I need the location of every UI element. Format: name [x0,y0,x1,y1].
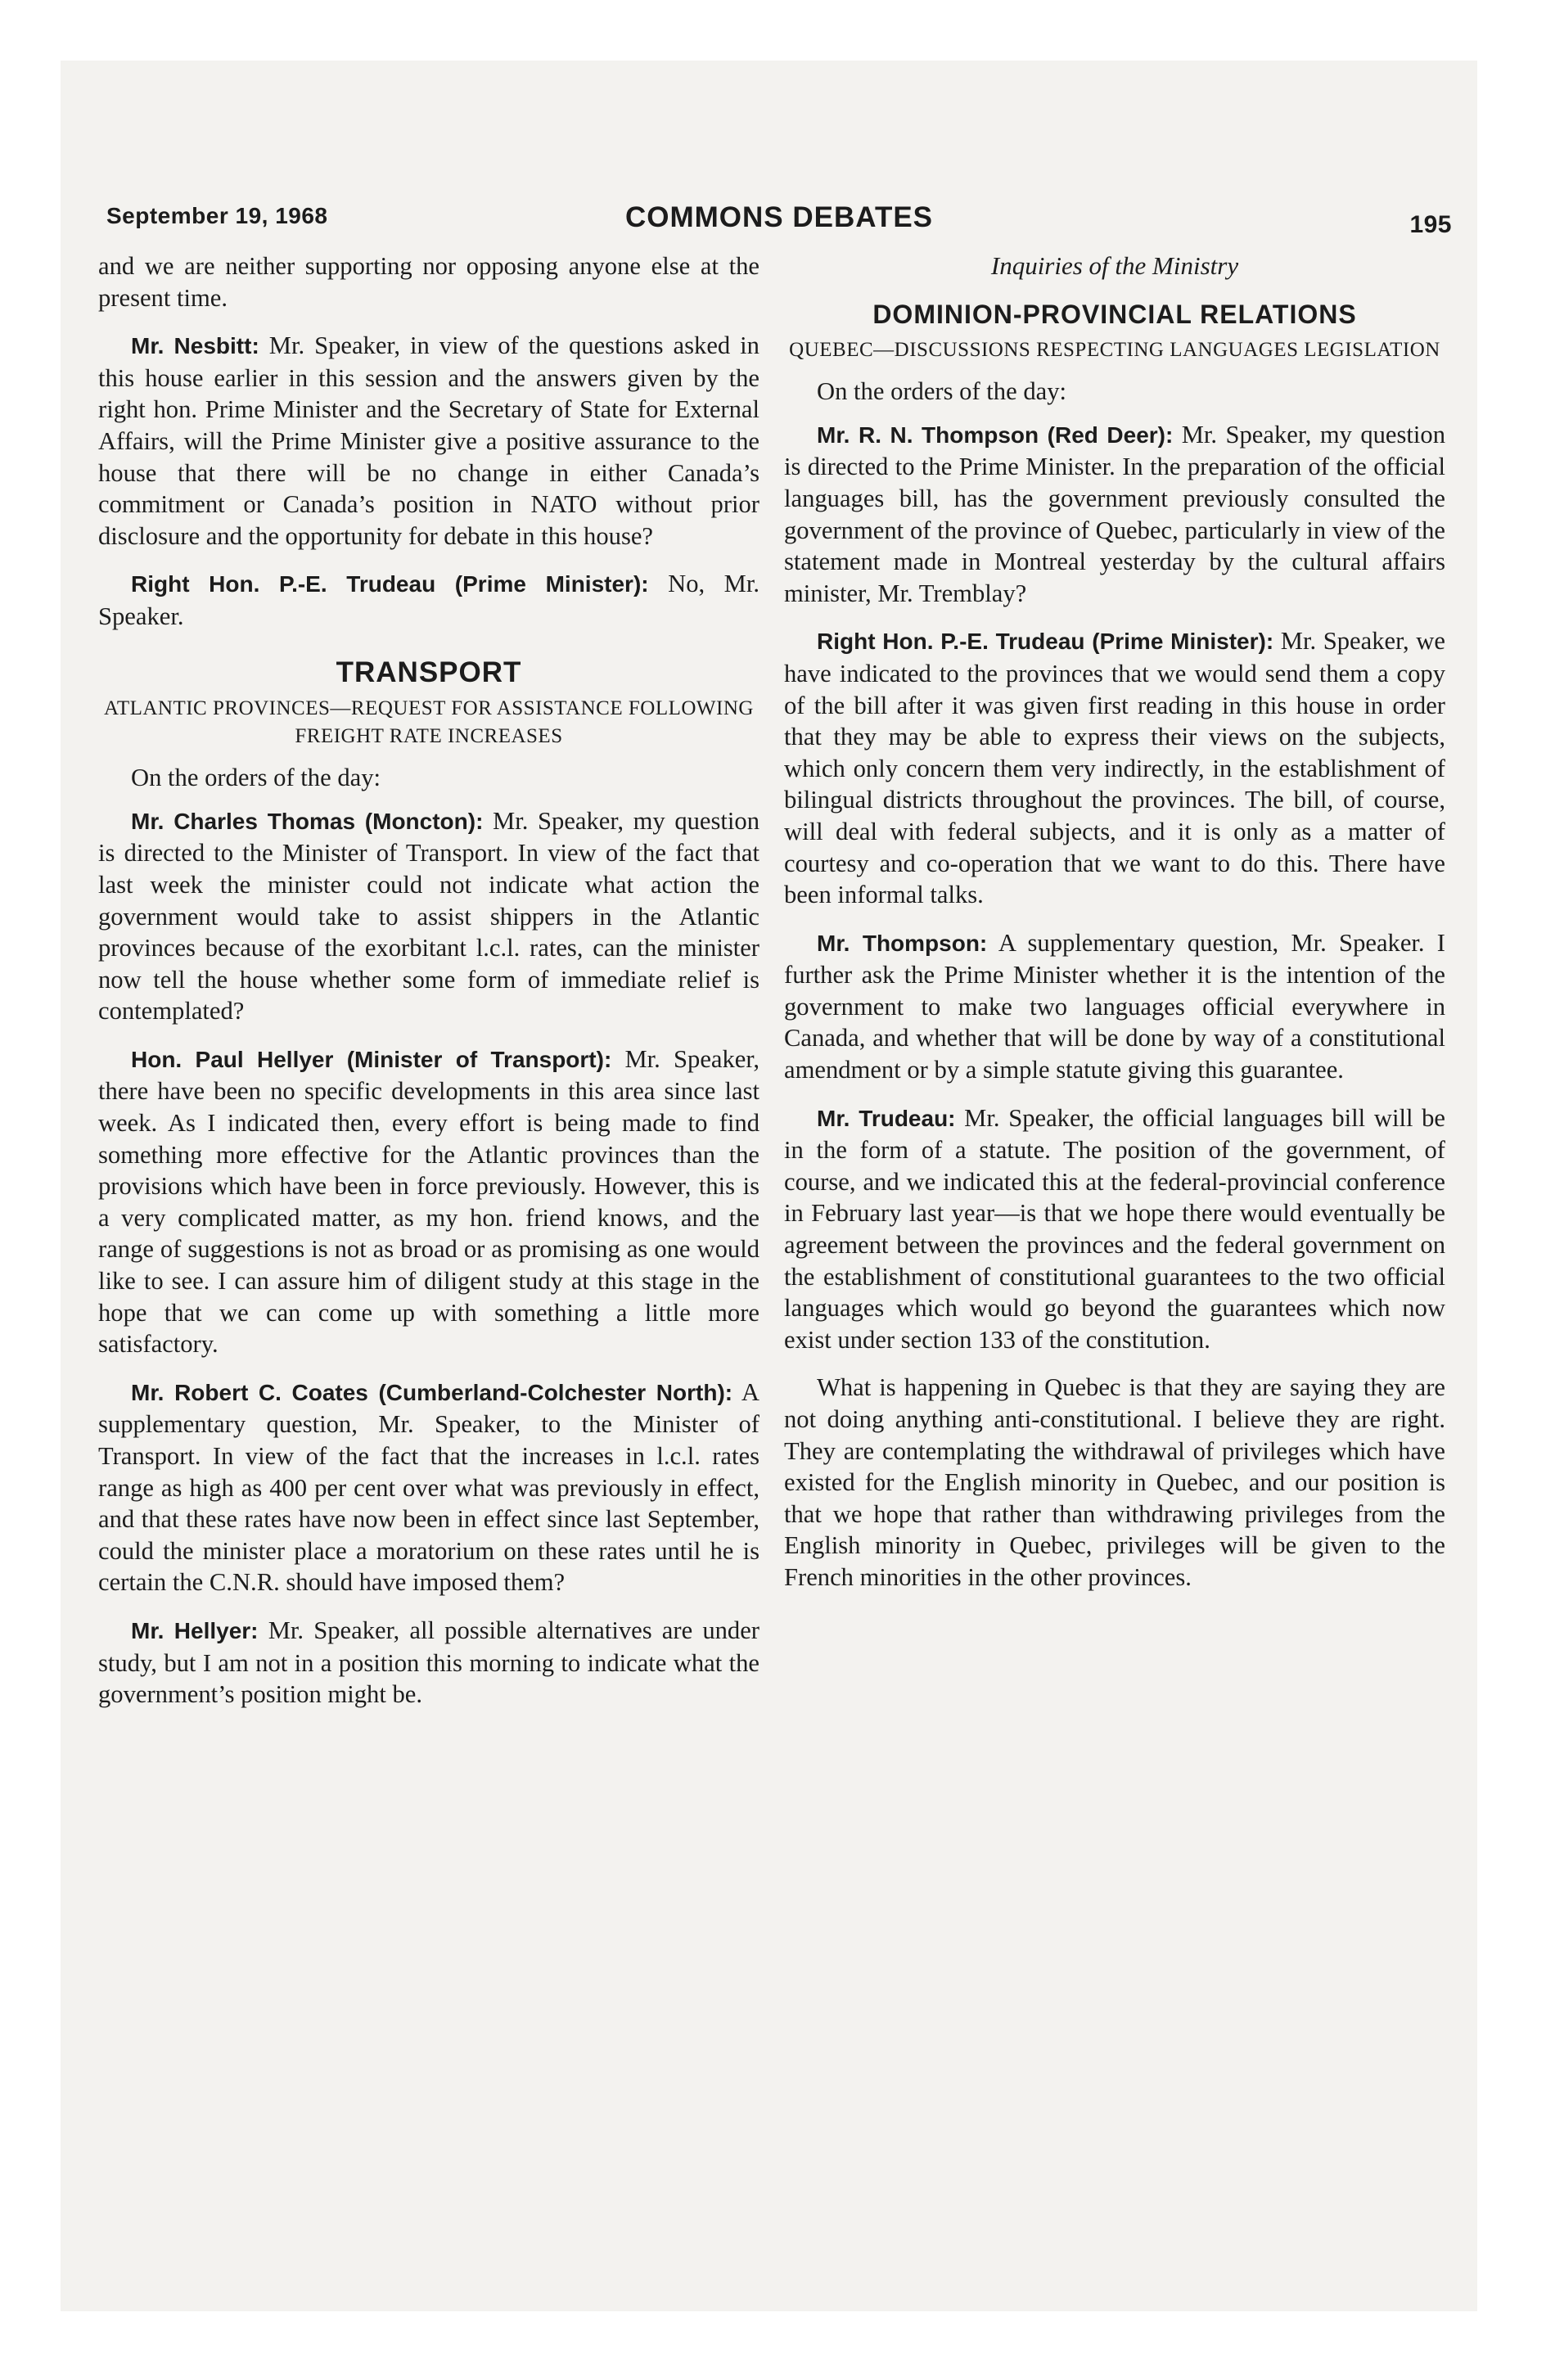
speech-text: No, Mr. Speaker. [98,570,759,630]
section-heading-dominion-provincial: DOMINION-PROVINCIAL RELATIONS [872,299,1357,329]
paragraph-thomas [98,805,759,1027]
paragraph-quebec: What is happening in Quebec is that they are saying they are not doing anything anti-constitutional. I believe they are right. They are contemplating the withdrawal of privileges which have existed for the English minority in Quebec, and our position is that we hope that rather than withdrawing privileges from the English minority in Quebec, privileges will be given to the French minorities in the other provinces. [784,1373,1445,1591]
speaker-name: Mr. R. N. Thompson (Red Deer): [817,421,1174,448]
paragraph-trudeau-answer [784,625,1445,910]
speaker-name: Mr. Trudeau: [817,1105,956,1131]
speech-text: Mr. Speaker, my question is directed to the Prime Minister. In the preparation of the official languages bill, has the government previously consulted the government of the province of Quebec, particularly in view of the statement made in Montreal yesterday by the cultural affairs minister, Mr. Tremblay? [784,420,1445,607]
speech-text: Mr. Speaker, in view of the questions asked in this house earlier in this session and the answers given by the right hon. Prime Minister and the Secretary of State for External Affairs, will the Prime Minister give a positive assurance to the house that there will be no change in either Canada’s commitment or Canada’s position in NATO without prior disclosure and the opportunity for debate in this house? [98,331,759,550]
speaker-name: Mr. Thompson: [817,930,988,956]
paragraph-thompson-supplementary [784,927,1445,1086]
running-head [106,196,1452,242]
speaker-name: Hon. Paul Hellyer (Minister of Transport): [131,1046,612,1072]
kicker-inquiries: Inquiries of the Ministry [990,251,1239,280]
page [61,61,1477,2311]
paragraph-coates [98,1377,759,1598]
speech-text: Mr. Speaker, the official languages bill will be in the form of a statute. The position of the government, of course, and we indicated this at the federal-provincial conference in February last year—is that we hope there would eventually be agreement between the provinces and the federal government on the establishment of constitutional guarantees to the two official languages which would go beyond the guarantees which now exist under section 133 of the constitution. [784,1103,1445,1354]
section-heading-transport: TRANSPORT [336,656,522,688]
paragraph-nesbitt [98,330,759,552]
subheading-atlantic-provinces: ATLANTIC PROVINCES—REQUEST FOR ASSISTANCE FOLLOWING FREIGHT RATE INCREASES [104,697,754,748]
orders-of-the-day: On the orders of the day: [131,764,381,792]
paragraph-trudeau-reply [98,568,759,632]
right-column [784,250,1445,1610]
speaker-name: Mr. Nesbitt: [131,333,259,359]
speech-text: Mr. Speaker, my question is directed to the Minister of Transport. In view of the fact that last week the minister could not indicate what action the government would take to assist shippers in the Atlantic provinces because of the exorbitant l.c.l. rates, can the minister now tell the house whether some form of immediate relief is contemplated? [98,806,760,1025]
orders-of-the-day: On the orders of the day: [817,377,1066,406]
header-date: September 19, 1968 [106,203,328,228]
subheading-quebec-languages: QUEBEC—DISCUSSIONS RESPECTING LANGUAGES LEGISLATION [789,339,1440,362]
paragraph-thompson [784,419,1445,610]
speaker-name: Right Hon. P.-E. Trudeau (Prime Minister): [817,629,1274,655]
speech-text: Mr. Speaker, we have indicated to the provinces that we would send them a copy of the bill after it was given first reading in this house in order that they may be able to express their views on the subjects, which only concern them very indirectly, in the establishment of bilingual districts throughout the provinces. The bill, of course, will deal with federal subjects, and it is only as a matter of courtesy and co-operation that we want to do this. There have been informal talks. [784,627,1445,909]
speaker-name: Mr. Charles Thomas (Moncton): [131,808,484,834]
speaker-name: Right Hon. P.-E. Trudeau (Prime Minister): [131,571,649,597]
page-number: 195 [1409,211,1452,238]
header-title: COMMONS DEBATES [624,201,934,233]
speech-text: Mr. Speaker, there have been no specific developments in this area since last week. As I indicated then, every effort is being made to find something more effective for the Atlantic provinces than the provisions which have been in force previously. However, this is a very complicated matter, as my hon. friend knows, and the range of suggestions is not as broad or as promising as one would like to see. I can assure him of diligent study at this stage in the hope that we can come up with something a little more satisfactory. [98,1044,759,1359]
speech-text: A supplementary question, Mr. Speaker, to the Minister of Transport. In view of the fact that the increases in l.c.l. rates range as high as 400 per cent over what was previously in effect, and that these rates have now been in effect since last September, could the minister place a moratorium on these rates until he is certain the C.N.R. should have imposed them? [98,1377,759,1597]
left-column [98,250,759,1727]
speech-text: Mr. Speaker, all possible alternatives are under study, but I am not in a position this morning to indicate what the government’s position might be. [98,1616,760,1709]
speaker-name: Mr. Hellyer: [131,1617,259,1643]
paragraph-hellyer-reply [98,1615,759,1711]
speaker-name: Mr. Robert C. Coates (Cumberland-Colchester North): [131,1379,733,1405]
paragraph-trudeau-statute [784,1102,1445,1356]
speech-text: A supplementary question, Mr. Speaker. I further ask the Prime Minister whether it is the intention of the government to make two languages official everywhere in Canada, and whether that will be done by way of a constitutional amendment or by a simple statute giving this guarantee. [784,928,1445,1084]
paragraph-hellyer [98,1044,759,1360]
paragraph-continuation: and we are neither supporting nor opposing anyone else at the present time. [98,252,759,312]
